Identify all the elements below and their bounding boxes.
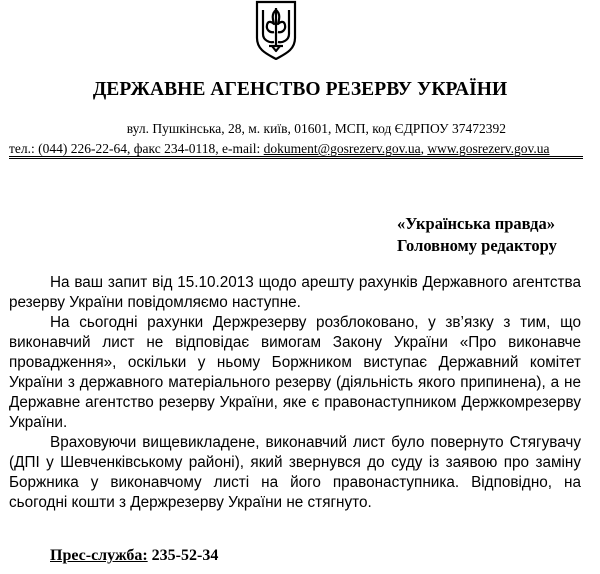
press-service-line (50, 547, 218, 565)
body-paragraph-3: Враховуючи вищевикладене, виконавчий лист було повернуто Стягувачу (ДПІ у Шевченківському районі), який звернувся до суду із заявою про заміну Боржника у виконавчому листі на його правонаступника. Відповідно, на сьогодні кошти з Держрезерву України не стягнуто. (9, 434, 581, 511)
agency-name: ДЕРЖАВНЕ АГЕНСТВО РЕЗЕРВУ УКРАЇНИ (92, 79, 508, 100)
email-link[interactable]: dokument@gosrezerv.gov.ua (263, 141, 421, 156)
press-service-label: Прес-служба: (50, 547, 148, 564)
agency-address: вул. Пушкінська, 28, м. київ, 01601, МСП, код ЄДРПОУ 37472392 (126, 121, 506, 136)
press-service-phone: 235-52-34 (147, 547, 219, 564)
recipient-block (397, 213, 557, 257)
letter-body (9, 273, 581, 513)
contact-separator: , (420, 141, 428, 156)
trident-coat-of-arms-icon (255, 0, 297, 60)
body-paragraph-1: На ваш запит від 15.10.2013 щодо арешту рахунків Державного агентства резерву України повідомляємо наступне. (9, 274, 581, 311)
body-paragraph-2: На сьогодні рахунки Держрезерву розблоковано, у зв’язку з тим, що виконавчий лист не відповідає вимогам Закону України «Про виконавче провадження», оскільки у ньому Боржником виступає Державний комітет України з державного матеріального резерву (діяльність якого припинена), а не Державне агентство резерву України, яке є правонаступником Держкомрезерву України. (9, 314, 581, 431)
header-divider (9, 156, 583, 157)
recipient-role: Головному редактору (397, 236, 557, 255)
contact-line (9, 141, 550, 157)
recipient-organization: «Українська правда» (397, 214, 555, 233)
header-divider-second (9, 158, 583, 159)
website-link[interactable]: www.gosrezerv.gov.ua (427, 141, 550, 156)
phone-fax-label: тел.: (044) 226-22-64, факс 234-0118, e-mail: (9, 141, 264, 156)
